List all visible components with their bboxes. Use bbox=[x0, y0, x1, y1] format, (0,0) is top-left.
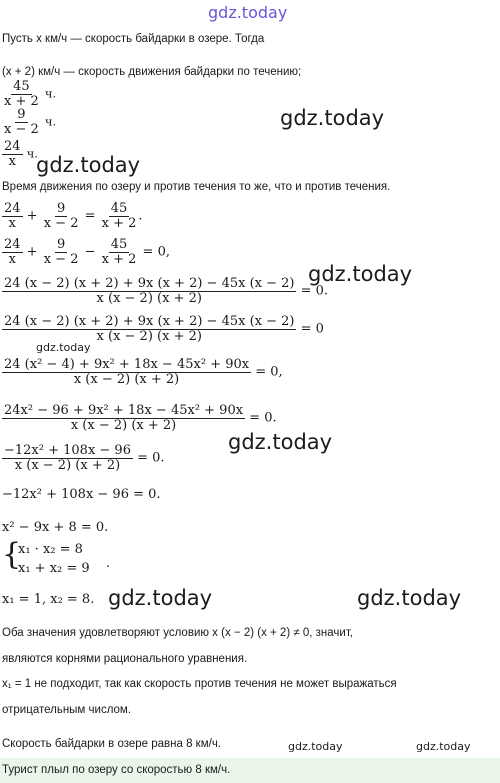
watermark: gdz.today bbox=[36, 341, 91, 354]
equation-2: $\frac{24}{x}$ + $\frac{9}{x - 2}$ − $\frac{45}{x + 2}$ = 0, bbox=[4, 237, 170, 267]
system-brace: { bbox=[2, 537, 22, 572]
watermark: gdz.today bbox=[357, 586, 462, 610]
equation-9: x² − 9x + 8 = 0. bbox=[2, 520, 109, 535]
speed-statement: Скорость байдарки в озере равна 8 км/ч. bbox=[2, 738, 221, 750]
watermark: gdz.today bbox=[108, 586, 213, 610]
time-downstream: $\frac{45}{x + 2}$ ч. bbox=[4, 79, 57, 109]
conclusion-line-2: являются корнями рационального уравнения. bbox=[2, 653, 248, 665]
watermark: gdz.today bbox=[280, 106, 385, 130]
watermark: gdz.today bbox=[288, 740, 343, 753]
system-line-2: x₁ + x₂ = 9 bbox=[18, 561, 90, 576]
equation-6: $\frac{\text{24x² − 96 + 9x² + 18x − 45x² + 90x}}{x (x - 2) (x + 2)}$ = 0. bbox=[4, 403, 277, 433]
equation-8: −12x² + 108x − 96 = 0. bbox=[2, 487, 161, 502]
watermark-top: gdz.today bbox=[208, 3, 288, 22]
time-lake: $\frac{24}{x}$ ч. bbox=[4, 139, 38, 169]
watermark: gdz.today bbox=[416, 740, 471, 753]
conclusion-line-1: Оба значения удовлетворяют условию x (x − 2) (x + 2) ≠ 0, значит, bbox=[2, 627, 354, 639]
equation-7: $\frac{\text{−12x² + 108x − 96}}{x (x - 2) (x + 2)}$ = 0. bbox=[4, 443, 165, 473]
equation-1: $\frac{24}{x}$ + $\frac{9}{x - 2}$ = $\frac{45}{x + 2}$ . bbox=[4, 201, 143, 231]
intro-line-2: (x + 2) км/ч — скорость движения байдарки по течению; bbox=[2, 66, 302, 78]
roots: x₁ = 1, x₂ = 8. bbox=[2, 592, 95, 607]
equation-3: $\frac{24 (x - 2) (x + 2) + 9x (x + 2) - 45x (x - 2)}{x (x - 2) (x + 2)}$ = 0. bbox=[4, 276, 329, 306]
watermark: gdz.today bbox=[36, 153, 141, 177]
condition-line: Время движения по озеру и против течения то же, что и против течения. bbox=[2, 181, 391, 193]
answer-line: Турист плыл по озеру со скоростью 8 км/ч. bbox=[0, 758, 500, 783]
intro-line-1: Пусть x км/ч — скорость байдарки в озере. Тогда bbox=[2, 33, 265, 45]
system-tail: . bbox=[106, 556, 111, 571]
conclusion-line-3: x₁ = 1 не подходит, так как скорость против течения не может выражаться bbox=[2, 678, 397, 690]
equation-4: $\frac{24 (x - 2) (x + 2) + 9x (x + 2) - 45x (x - 2)}{x (x - 2) (x + 2)}$ = 0 bbox=[4, 314, 324, 344]
time-upstream: $\frac{9}{x - 2}$ ч. bbox=[4, 107, 57, 137]
equation-5: $\frac{\text{24 (x² − 4) + 9x² + 18x − 45x² + 90x}}{x (x - 2) (x + 2)}$ = 0, bbox=[4, 357, 283, 387]
watermark: gdz.today bbox=[308, 262, 413, 286]
system-line-1: x₁ · x₂ = 8 bbox=[18, 542, 83, 557]
watermark: gdz.today bbox=[228, 430, 333, 454]
conclusion-line-4: отрицательным числом. bbox=[2, 704, 132, 716]
